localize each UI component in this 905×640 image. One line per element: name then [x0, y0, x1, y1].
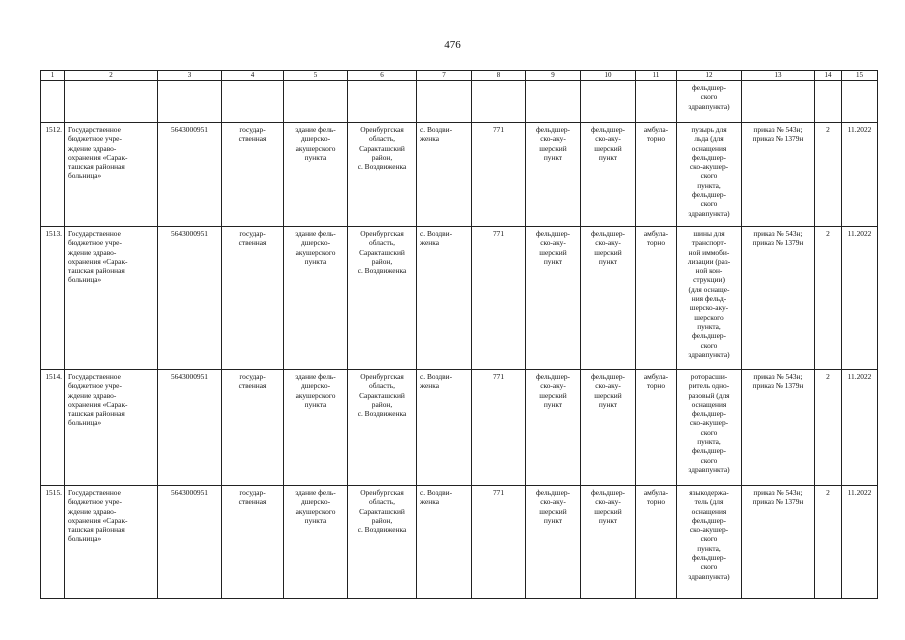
- column-number: 1: [41, 71, 65, 81]
- unit-subtype: фельдшер- ско-аку- шерский пункт: [590, 125, 626, 162]
- column-number: 6: [348, 71, 417, 81]
- column-number: 4: [222, 71, 284, 81]
- row-number: 1514.: [41, 370, 65, 486]
- inn: 5643000951: [158, 227, 222, 370]
- table-row: [41, 123, 878, 227]
- code: 771: [472, 227, 526, 370]
- column-number: 8: [472, 71, 526, 81]
- inn: 5643000951: [158, 486, 222, 599]
- order-reference: приказ № 543н; приказ № 1379н: [752, 488, 804, 507]
- code: 771: [472, 370, 526, 486]
- equipment-item: языкодержа- тель (для оснащения фельдшер- ско-акушер- ского пункта, фельдшер- ского здравпункта): [688, 488, 730, 581]
- unit-type: фельдшер- ско-аку- шерский пункт: [535, 372, 571, 409]
- date: 11.2022: [842, 486, 878, 599]
- building-type: здание фель- дшерско- акушерского пункта: [295, 229, 336, 266]
- organization-name: Государственное бюджетное учре- ждение здраво- охранения «Сарак- ташская районная больница»: [68, 229, 128, 285]
- care-condition: амбула- торно: [643, 488, 669, 507]
- table-row: [41, 486, 878, 599]
- date: 11.2022: [842, 370, 878, 486]
- column-number-row: [41, 71, 878, 81]
- settlement: с. Воздви- женка: [420, 488, 453, 507]
- page-number: 476: [444, 39, 461, 51]
- code: 771: [472, 123, 526, 227]
- settlement: с. Воздви- женка: [420, 125, 453, 144]
- care-condition: амбула- торно: [643, 125, 669, 144]
- unit-type: фельдшер- ско-аку- шерский пункт: [535, 229, 571, 266]
- inn: 5643000951: [158, 123, 222, 227]
- date: 11.2022: [842, 123, 878, 227]
- column-number: 5: [284, 71, 348, 81]
- unit-subtype: фельдшер- ско-аку- шерский пункт: [590, 488, 626, 525]
- building-type: здание фель- дшерско- акушерского пункта: [295, 372, 336, 409]
- continuation-row: [41, 81, 878, 123]
- column-number: 2: [65, 71, 158, 81]
- unit-type: фельдшер- ско-аку- шерский пункт: [535, 125, 571, 162]
- column-number: 11: [636, 71, 677, 81]
- column-number: 12: [677, 71, 742, 81]
- order-reference: приказ № 543н; приказ № 1379н: [752, 125, 804, 144]
- continuation-item-cell: [677, 81, 742, 123]
- column-number: 10: [581, 71, 636, 81]
- registry-table: [40, 70, 878, 599]
- table-row: [41, 370, 878, 486]
- column-number: 9: [526, 71, 581, 81]
- organization-name: Государственное бюджетное учре- ждение здраво- охранения «Сарак- ташская районная больница»: [68, 125, 128, 181]
- row-number: 1515.: [41, 486, 65, 599]
- order-reference: приказ № 543н; приказ № 1379н: [752, 372, 804, 391]
- settlement: с. Воздви- женка: [420, 372, 453, 391]
- settlement: с. Воздви- женка: [420, 229, 453, 248]
- date: 11.2022: [842, 227, 878, 370]
- column-number: 7: [417, 71, 472, 81]
- inn: 5643000951: [158, 370, 222, 486]
- table-row: [41, 227, 878, 370]
- order-reference: приказ № 543н; приказ № 1379н: [752, 229, 804, 248]
- quantity: 2: [815, 227, 842, 370]
- address: Оренбургская область, Саракташский район, с. Воздвиженка: [357, 372, 407, 419]
- address: Оренбургская область, Саракташский район, с. Воздвиженка: [357, 229, 407, 276]
- unit-type: фельдшер- ско-аку- шерский пункт: [535, 488, 571, 525]
- equipment-item: пузырь для льда (для оснащения фельдшер- ско-акушер- ского пункта, фельдшер- ского здравпункта): [688, 125, 730, 218]
- ownership-form: государ- ственная: [238, 372, 267, 391]
- ownership-form: государ- ственная: [238, 229, 267, 248]
- code: 771: [472, 486, 526, 599]
- address: Оренбургская область, Саракташский район, с. Воздвиженка: [357, 488, 407, 535]
- column-number: 3: [158, 71, 222, 81]
- equipment-item: роторасши- ритель одно- разовый (для оснащения фельдшер- ско-акушер- ского пункта, фельдшер- ского здравпункта): [688, 372, 730, 474]
- unit-subtype: фельдшер- ско-аку- шерский пункт: [590, 229, 626, 266]
- building-type: здание фель- дшерско- акушерского пункта: [295, 125, 336, 162]
- ownership-form: государ- ственная: [238, 125, 267, 144]
- equipment-item: шины для транспорт- ной иммоби- лизации (раз- ной кон- струкции) (для оснаще- ния фельд- шерско-аку- шерского пункта, фельдшер- ского здравпункта): [687, 229, 731, 359]
- care-condition: амбула- торно: [643, 372, 669, 391]
- unit-subtype: фельдшер- ско-аку- шерский пункт: [590, 372, 626, 409]
- ownership-form: государ- ственная: [238, 488, 267, 507]
- organization-name: Государственное бюджетное учре- ждение здраво- охранения «Сарак- ташская районная больница»: [68, 488, 128, 544]
- continuation-item-text: фельдшер- ского здравпункта): [688, 83, 730, 111]
- quantity: 2: [815, 486, 842, 599]
- column-number: 14: [815, 71, 842, 81]
- row-number: 1513.: [41, 227, 65, 370]
- address: Оренбургская область, Саракташский район, с. Воздвиженка: [357, 125, 407, 172]
- building-type: здание фель- дшерско- акушерского пункта: [295, 488, 336, 525]
- column-number: 15: [842, 71, 878, 81]
- care-condition: амбула- торно: [643, 229, 669, 248]
- organization-name: Государственное бюджетное учре- ждение здраво- охранения «Сарак- ташская районная больница»: [68, 372, 128, 428]
- quantity: 2: [815, 370, 842, 486]
- column-number: 13: [742, 71, 815, 81]
- row-number: 1512.: [41, 123, 65, 227]
- quantity: 2: [815, 123, 842, 227]
